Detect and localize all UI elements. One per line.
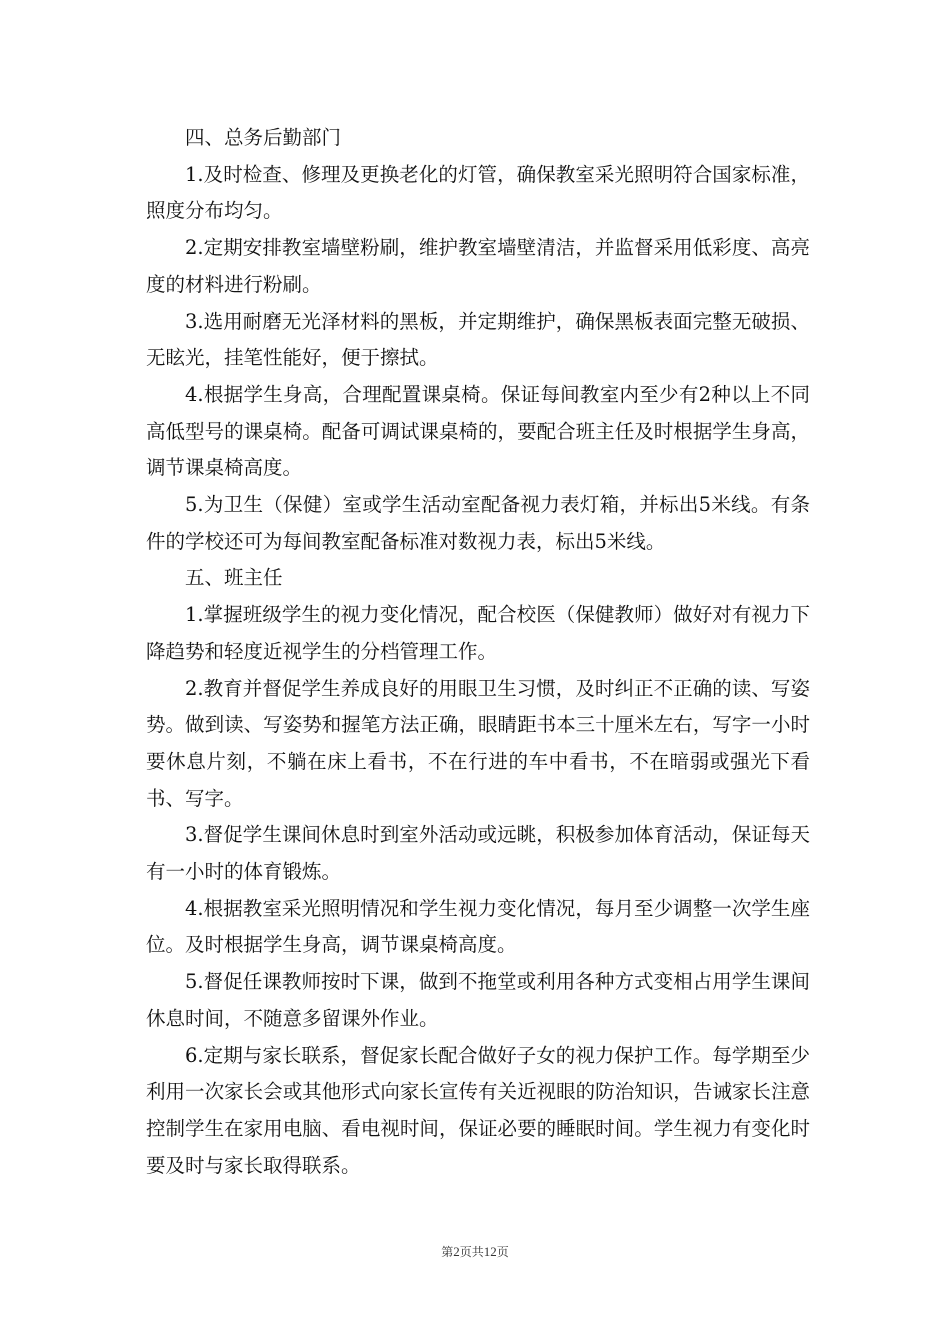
current-page-number: 2 xyxy=(453,1244,460,1259)
paragraph: 1.掌握班级学生的视力变化情况，配合校医（保健教师）做好对有视力下降趋势和轻度近视学生的分档管理工作。 xyxy=(146,603,810,663)
paragraph: 2.定期安排教室墙壁粉刷，维护教室墙壁清洁，并监督采用低彩度、高亮度的材料进行粉刷。 xyxy=(146,236,810,296)
footer-suffix: 页 xyxy=(496,1245,509,1259)
document-body xyxy=(146,120,810,1184)
section-heading-general-affairs: 四、总务后勤部门 xyxy=(185,126,342,149)
paragraph: 4.根据学生身高，合理配置课桌椅。保证每间教室内至少有2种以上不同高低型号的课桌椅。配备可调试课桌椅的，要配合班主任及时根据学生身高，调节课桌椅高度。 xyxy=(146,382,810,480)
footer-middle: 页共 xyxy=(459,1245,484,1259)
section-heading-head-teacher: 五、班主任 xyxy=(185,566,283,590)
paragraph: 3.选用耐磨无光泽材料的黑板，并定期维护，确保黑板表面完整无破损、无眩光，挂笔性能好，便于擦拭。 xyxy=(146,309,810,370)
paragraph: 6.定期与家长联系，督促家长配合做好子女的视力保护工作。每学期至少利用一次家长会或其他形式向家长宣传有关近视眼的防治知识，告诫家长注意控制学生在家用电脑、看电视时间，保证必要的睡眠时间。学生视力有变化时要及时与家长取得联系。 xyxy=(146,1043,810,1177)
paragraph: 4.根据教室采光照明情况和学生视力变化情况，每月至少调整一次学生座位。及时根据学生身高，调节课桌椅高度。 xyxy=(146,896,810,957)
total-page-count: 12 xyxy=(483,1244,497,1259)
paragraph: 1.及时检查、修理及更换老化的灯管，确保教室采光照明符合国家标准，照度分布均匀。 xyxy=(146,162,810,223)
paragraph: 2.教育并督促学生养成良好的用眼卫生习惯，及时纠正不正确的读、写姿势。做到读、写姿势和握笔方法正确，眼睛距书本三十厘米左右，写字一小时要休息片刻，不躺在床上看书，不在行进的车中看书，不在暗弱或强光下看书、写字。 xyxy=(146,676,810,810)
paragraph: 5.督促任课教师按时下课，做到不拖堂或利用各种方式变相占用学生课间休息时间，不随意多留课外作业。 xyxy=(146,970,810,1030)
paragraph: 3.督促学生课间休息时到室外活动或远眺，积极参加体育活动，保证每天有一小时的体育锻炼。 xyxy=(146,823,810,884)
paragraph: 5.为卫生（保健）室或学生活动室配备视力表灯箱，并标出5米线。有条件的学校还可为每间教室配备标准对数视力表，标出5米线。 xyxy=(146,493,810,553)
page-footer xyxy=(0,1243,950,1260)
footer-prefix: 第 xyxy=(441,1245,454,1259)
